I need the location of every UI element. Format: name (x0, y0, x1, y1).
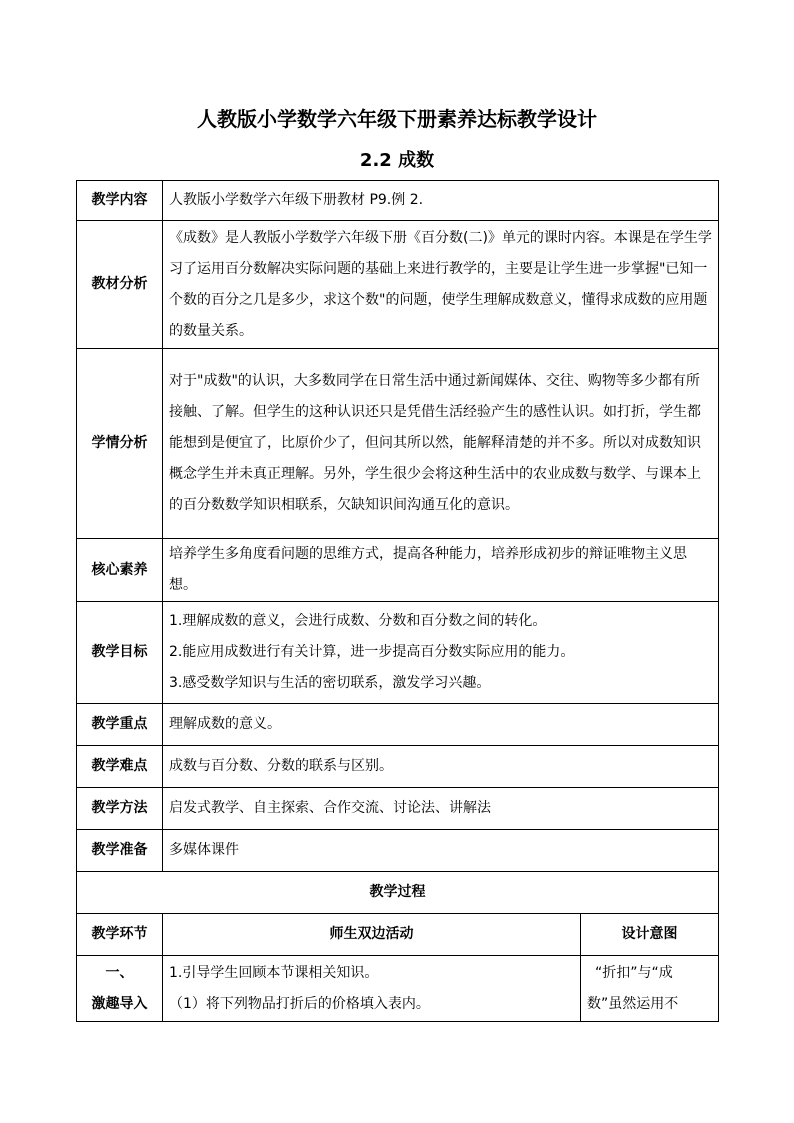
label-student-analysis: 学情分析 (77, 349, 163, 539)
activity-cell (163, 956, 581, 1022)
row-teaching-content (77, 181, 719, 221)
label-teaching-prep: 教学准备 (77, 830, 163, 872)
column-header-intent: 设计意图 (581, 914, 719, 956)
value-material-analysis: 《成数》是人教版小学数学六年级下册《百分数(二)》单元的课时内容。本课是在学生学习了运用百分数解决实际问题的基础上来进行教学的，主要是让学生进一步掌握"已知一个数的百分之几是多少，求这个数"的问题，使学生理解成数意义，懂得求成数的应用题的数量关系。 (163, 221, 719, 349)
row-process-header (77, 872, 719, 914)
column-header-stage: 教学环节 (77, 914, 163, 956)
label-teaching-content: 教学内容 (77, 181, 163, 221)
row-process-columns (77, 914, 719, 956)
row-teaching-method (77, 788, 719, 830)
goal-item: 1.理解成数的意义，会进行成数、分数和百分数之间的转化。 (169, 613, 547, 629)
row-core-literacy (77, 539, 719, 602)
row-student-analysis (77, 349, 719, 539)
row-process-stage-1 (77, 956, 719, 1022)
label-difficulty: 教学难点 (77, 746, 163, 788)
stage-name: 激趣导入 (91, 995, 148, 1012)
value-key-point: 理解成数的意义。 (163, 704, 719, 746)
intent-line: 数”虽然运用不 (587, 995, 679, 1012)
row-difficulty (77, 746, 719, 788)
intent-line: “折扣”与“成 (595, 964, 673, 981)
value-core-literacy: 培养学生多角度看问题的思维方式，提高各种能力，培养形成初步的辩证唯物主义思想。 (163, 539, 719, 602)
column-header-activity: 师生双边活动 (163, 914, 581, 956)
row-teaching-goals (77, 602, 719, 704)
lesson-plan-table (76, 180, 719, 1022)
intent-cell (581, 956, 719, 1022)
label-teaching-goals: 教学目标 (77, 602, 163, 704)
value-teaching-content: 人教版小学数学六年级下册教材 P9.例 2. (163, 181, 719, 221)
value-student-analysis: 对于"成数"的认识，大多数同学在日常生活中通过新闻媒体、交往、购物等多少都有所接触、了解。但学生的这种认识还只是凭借生活经验产生的感性认识。如打折，学生都能想到是便宜了，比原价少了，但问其所以然，能解释清楚的并不多。所以对成数知识概念学生并未真正理解。另外，学生很少会将这种生活中的农业成数与数学、与课本上的百分数数学知识相联系，欠缺知识间沟通互化的意识。 (163, 349, 719, 539)
value-teaching-goals (163, 602, 719, 704)
goal-item: 3.感受数学知识与生活的密切联系，激发学习兴趣。 (169, 675, 491, 691)
stage-cell (77, 956, 163, 1022)
value-teaching-method: 启发式教学、自主探索、合作交流、讨论法、讲解法 (163, 788, 719, 830)
value-difficulty: 成数与百分数、分数的联系与区别。 (163, 746, 719, 788)
stage-number: 一、 (105, 964, 134, 981)
document-title: 人教版小学数学六年级下册素养达标教学设计 (197, 107, 597, 131)
activity-line: （1）将下列物品打折后的价格填入表内。 (169, 995, 430, 1012)
row-key-point (77, 704, 719, 746)
document-subtitle: 2.2 成数 (359, 150, 435, 171)
process-header: 教学过程 (77, 872, 719, 914)
label-key-point: 教学重点 (77, 704, 163, 746)
goal-item: 2.能应用成数进行有关计算，进一步提高百分数实际应用的能力。 (169, 644, 575, 660)
row-teaching-prep (77, 830, 719, 872)
value-teaching-prep: 多媒体课件 (163, 830, 719, 872)
activity-line: 1.引导学生回顾本节课相关知识。 (169, 964, 379, 981)
row-material-analysis (77, 221, 719, 349)
label-core-literacy: 核心素养 (77, 539, 163, 602)
label-material-analysis: 教材分析 (77, 221, 163, 349)
label-teaching-method: 教学方法 (77, 788, 163, 830)
